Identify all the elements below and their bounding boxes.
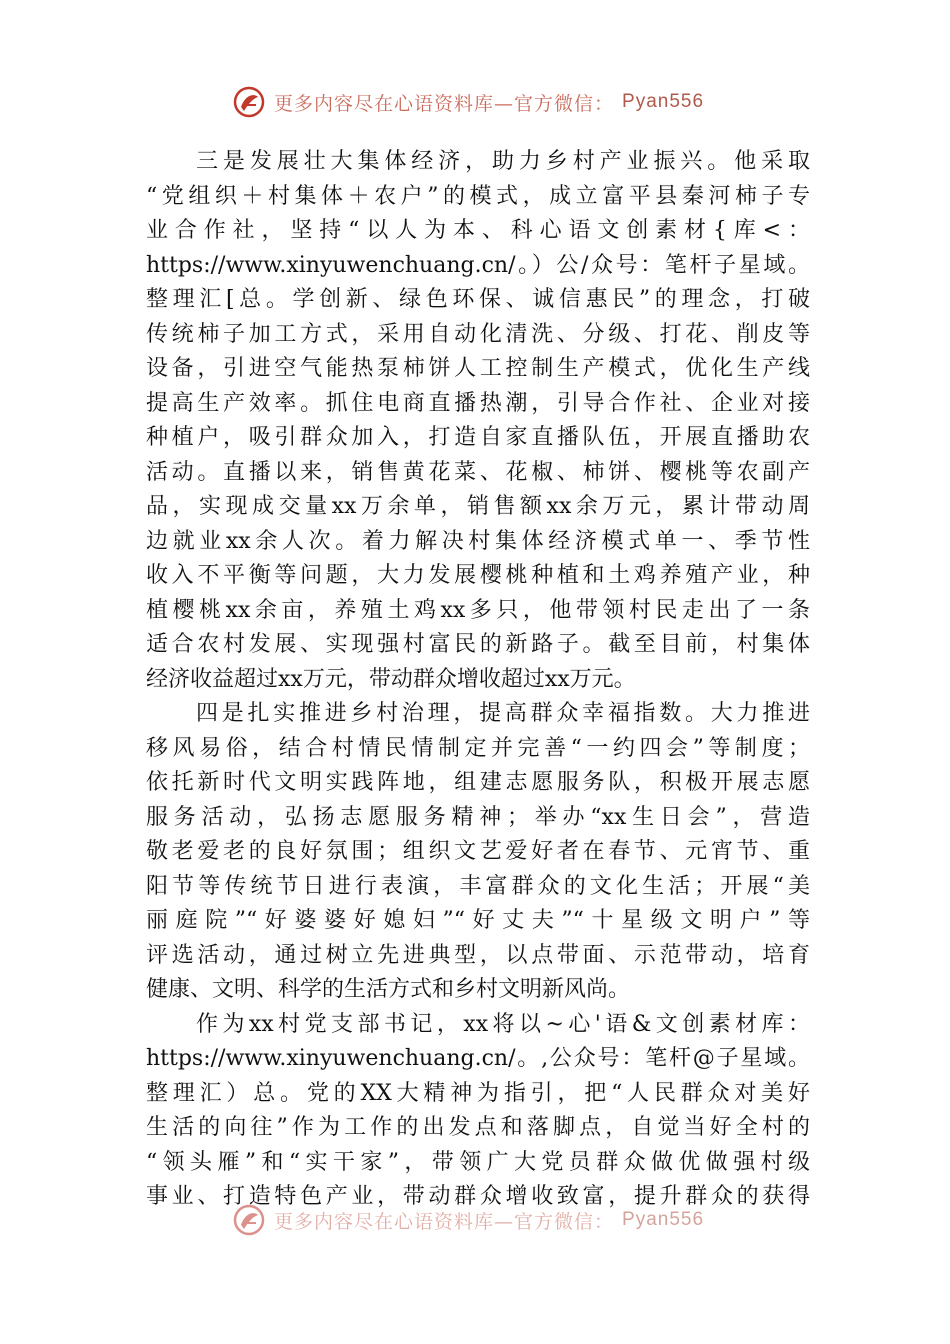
text-line: 品，实现成交量xx万余单，销售额xx余万元，累计带动周 (146, 494, 810, 519)
watermark-text: 更多内容尽在心语资料库—官方微信： (274, 92, 615, 115)
text-line: 提高生产效率。抓住电商直播热潮，引导合作社、企业对接 (146, 390, 810, 416)
text-line: 三是发展壮大集体经济，助力乡村产业振兴。他采取 (196, 149, 810, 174)
text-line: 丽庭院”“好婆婆好媳妇”“好丈夫”“十星级文明户”等 (146, 908, 810, 933)
text-line: 业合作社，坚持“以人为本、科心语文创素材{库<： (146, 218, 810, 243)
text-line: 收入不平衡等问题，大力发展樱桃种植和土鸡养殖产业，种 (146, 563, 810, 588)
text-line: 边就业xx余人次。着力解决村集体经济模式单一、季节性 (146, 528, 810, 554)
text-line: https://www.xinyuwenchuang.cn/。,公众号：笔杆@子星域。 (146, 1046, 810, 1071)
text-line: 移风易俗，结合村情民情制定并完善“一约四会”等制度； (146, 735, 810, 761)
text-line: 种植户，吸引群众加入，打造自家直播队伍，开展直播助农 (146, 425, 810, 450)
text-line: 植樱桃xx余亩，养殖土鸡xx多只，他带领村民走出了一条 (146, 597, 810, 623)
text-line: 整理汇）总。党的XX大精神为指引，把“人民群众对美好 (146, 1080, 810, 1106)
text-line: 健康、文明、科学的生活方式和乡村文明新风尚。 (146, 977, 631, 1002)
text-line: 事业、打造特色产业，带动群众增收致富，提升群众的获得 (146, 1184, 810, 1209)
text-line: 阳节等传统节日进行表演，丰富群众的文化生活；开展“美 (146, 873, 810, 899)
text-line: https://www.xinyuwenchuang.cn/。）公/众号：笔杆子星域。 (146, 252, 810, 278)
text-line: 适合农村发展、实现强村富民的新路子。截至目前，村集体 (146, 632, 810, 657)
text-line: 传统柿子加工方式，采用自动化清洗、分级、打花、削皮等 (146, 321, 810, 347)
text-line: “领头雁”和“实干家”，带领广大党员群众做优做强村级 (146, 1149, 810, 1175)
text-line: 活动。直播以来，销售黄花菜、花椒、柿饼、樱桃等农副产 (146, 459, 810, 485)
watermark-handle: Pyan556 (622, 91, 705, 112)
paragraph-1 (146, 145, 810, 697)
text-line: 整理汇[总。学创新、绿色环保、诚信惠民”的理念，打破 (146, 287, 810, 312)
logo-icon (232, 1203, 266, 1237)
text-line: 敬老爱老的良好氛围；组织文艺爱好者在春节、元宵节、重 (146, 839, 810, 864)
text-line: 服务活动，弘扬志愿服务精神；举办“xx生日会”，营造 (146, 804, 810, 830)
text-line: 生活的向往”作为工作的出发点和落脚点，自觉当好全村的 (146, 1115, 810, 1140)
paragraph-2 (146, 697, 810, 1008)
document-body (146, 145, 810, 1215)
text-line: 评选活动，通过树立先进典型，以点带面、示范带动，培育 (146, 942, 810, 968)
text-line: 设备，引进空气能热泵柿饼人工控制生产模式，优化生产线 (146, 356, 810, 381)
text-line: 四是扎实推进乡村治理，提高群众幸福指数。大力推进 (196, 701, 810, 726)
text-line: 经济收益超过xx万元，带动群众增收超过xx万元。 (146, 666, 636, 692)
logo-icon (232, 85, 266, 119)
watermark-handle: Pyan556 (622, 1209, 705, 1230)
text-line: 作为xx村党支部书记，xx将以~心'语&文创素材库： (196, 1011, 810, 1037)
watermark-banner-bottom (232, 1200, 704, 1240)
text-line: 依托新时代文明实践阵地，组建志愿服务队，积极开展志愿 (146, 770, 810, 795)
watermark-text: 更多内容尽在心语资料库—官方微信： (274, 1210, 615, 1233)
watermark-banner-top (232, 82, 704, 122)
paragraph-3 (146, 1008, 810, 1215)
text-line: “党组织＋村集体＋农户”的模式，成立富平县秦河柿子专 (146, 183, 810, 209)
